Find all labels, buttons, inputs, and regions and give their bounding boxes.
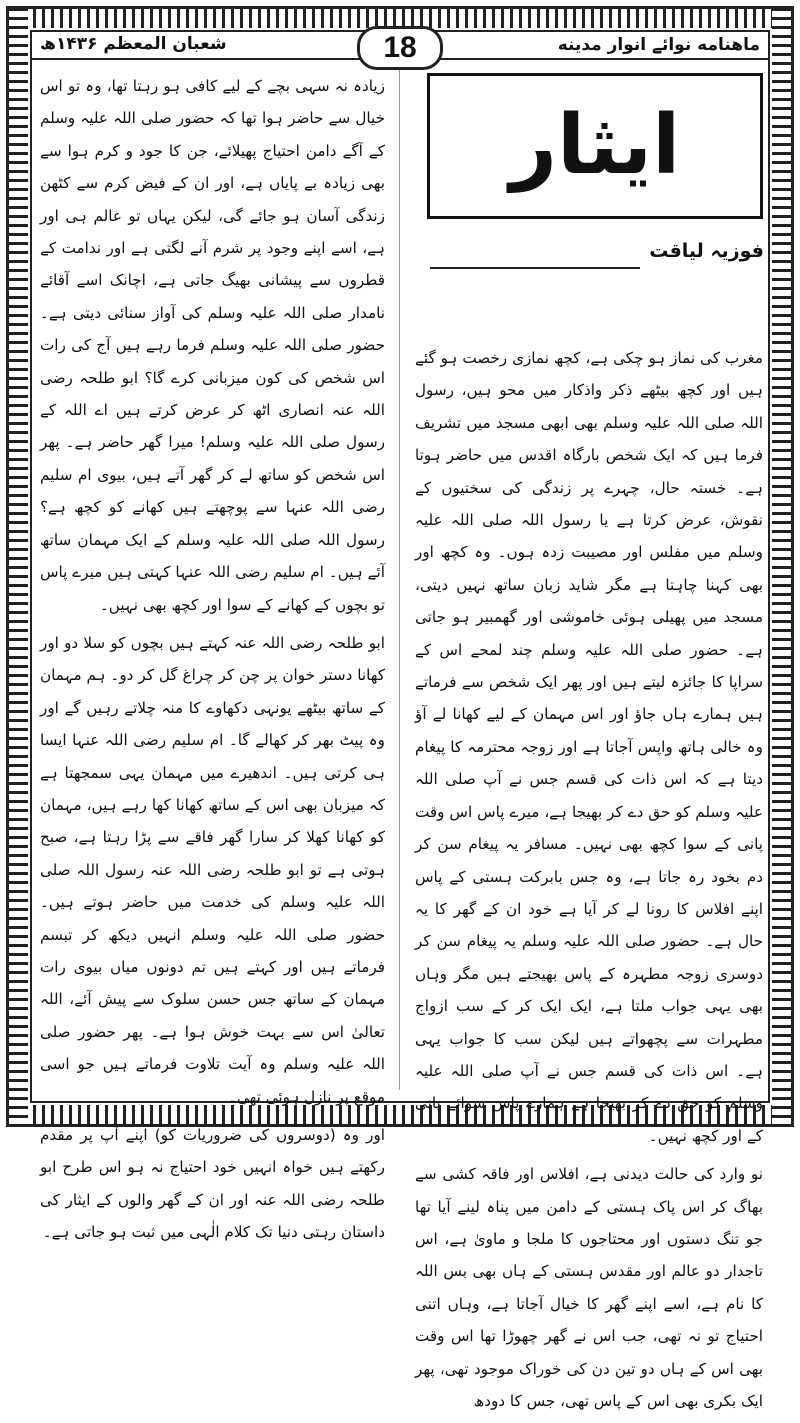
- paragraph: نو وارد کی حالت دیدنی ہے، افلاس اور فاقہ کشی سے بھاگ کر اس پاک ہستی کے دامن میں پناہ لینے آیا تھا جو تنگ دستوں اور محتاجوں کا ملجا و ماویٰ ہے، اس تاجدار دو عالم اور مقدس ہستی کے ہاں بھی بس اللہ کا نام ہے، اسے اپنے گھر کا خیال آجاتا ہے، وہاں اتنی احتیاج تو نہ تھی، جب اس نے گھر چھوڑا تھا اس وقت بھی اس کے ہاں دو تین دن کی خوراک موجود تھی، پھر ایک بکری بھی اس کے پاس تھی، جس کا دودھ: [415, 1165, 763, 1410]
- author-underline: [430, 267, 640, 269]
- article-author: فوزیہ لیاقت: [649, 240, 764, 262]
- paragraph: اور وہ (دوسروں کی ضروریات کو) اپنے آپ پر مقدم رکھتے ہیں خواہ انہیں خود احتیاج نہ ہو اس طرح ابو طلحہ رضی اللہ عنہ اور ان کے گھر والوں کے ایثار کی داستان رہتی دنیا تک کلام الٰہی میں ثبت ہو جاتی ہے۔: [40, 1126, 385, 1242]
- paragraph: زیادہ نہ سہی بچے کے لیے کافی ہو رہتا تھا، وہ تو اس خیال سے حاضر ہوا تھا کہ حضور صلی اللہ علیہ وسلم کے آگے دامن احتیاج پھیلائے، جن کا جود و کرم ہوا سے بھی زیادہ بے پایاں ہے، اور ان کے فیض کرم سے کٹھن زندگی آسان ہو جائے گی، لیکن یہاں تو عالم ہی اور ہے، اسے اپنے وجود پر شرم آنے لگتی ہے اور ندامت کے قطروں سے پیشانی بھیگ جاتی ہے، اچانک اسے آقائے نامدار صلی اللہ علیہ وسلم کی آواز سنائی دیتی ہے۔ حضور صلی اللہ علیہ وسلم فرما رہے ہیں آج کی رات اس شخص کی کون میزبانی کرے گا؟ ابو طلحہ رضی اللہ عنہ انصاری اٹھ کر عرض کرتے ہیں اے اللہ کے رسول صلی اللہ علیہ وسلم! میرا گھر حاضر ہے۔ پھر اس شخص کو ساتھ لے کر گھر آتے ہیں، بیوی ام سلیم رضی اللہ عنہا سے پوچھتے ہیں کھانے کو کچھ ہے؟ رسول اللہ صلی اللہ علیہ وسلم کے ایک مہمان ساتھ آئے ہیں۔ ام سلیم رضی اللہ عنہا کہتی ہیں میرے پاس تو بچوں کے کھانے کے سوا اور کچھ بھی نہیں۔: [40, 77, 385, 614]
- page-number: 18: [357, 26, 443, 70]
- page-header: [30, 30, 770, 64]
- right-column: [415, 342, 763, 1423]
- article-title: ایثار: [509, 98, 681, 193]
- column-divider: [399, 70, 400, 1090]
- paragraph: مغرب کی نماز ہو چکی ہے، کچھ نمازی رخصت ہو گئے ہیں اور کچھ بیٹھے ذکر واذکار میں محو ہیں، رسول اللہ صلی اللہ علیہ وسلم بھی ابھی مسجد میں تشریف فرما ہیں کہ ایک شخص بارگاہ اقدس میں حاضر ہوتا ہے۔ خستہ حال، چہرے پر زندگی کی سختیوں کے نقوش، عرض کرتا ہے یا رسول اللہ صلی اللہ علیہ وسلم میں مفلس اور مصیبت زدہ ہوں۔ وہ کچھ اور بھی کہنا چاہتا ہے مگر شاید زبان ساتھ نہیں دیتی، مسجد میں پھیلی ہوئی خاموشی اور گھمبیر ہو جاتی ہے۔ حضور صلی اللہ علیہ وسلم چند لمحے اس کے سراپا کا جائزہ لیتے ہیں اور پھر ایک شخص سے فرماتے ہیں ہمارے ہاں جاؤ اور اس مہمان کے لیے کھانا لے آؤ وہ خالی ہاتھ واپس آجاتا ہے اور زوجہ محترمہ کا پیغام دیتا ہے کہ اس ذات کی قسم جس نے آپ صلی اللہ علیہ وسلم کو حق دے کر بھیجا ہے، میرے پاس اس وقت پانی کے سوا کچھ بھی نہیں۔ مسافر یہ پیغام سن کر دم بخود رہ جاتا ہے، وہ جس بابرکت ہستی کے پاس اپنے افلاس کا رونا لے کر آیا ہے خود ان کے گھر کا یہ حال ہے۔ حضور صلی اللہ علیہ وسلم یہ پیغام سن کر دوسری زوجہ مطہرہ کے پاس بھیجتے ہیں مگر وہاں بھی یہی جواب ملتا ہے، ایک ایک کر کے سب ازواج مطہرات سے پچھواتے ہیں لیکن سب کا جواب یہی ہے۔ اس ذات کی قسم جس نے آپ صلی اللہ علیہ وسلم کو حق دے کر بھیجا ہے ہمارے پاس سوائے پانی کے اور کچھ نہیں۔: [415, 349, 763, 1145]
- paragraph: ابو طلحہ رضی اللہ عنہ کہتے ہیں بچوں کو سلا دو اور کھانا دستر خوان پر چن کر چراغ گل کر دو۔ ہم مہمان کے ساتھ بیٹھے یونہی دکھاوے کا منہ چلاتے رہیں گے اور وہ پیٹ بھر کر کھالے گا۔ ام سلیم رضی اللہ عنہا ایسا ہی کرتی ہیں۔ اندھیرے میں مہمان یہی سمجھتا ہے کہ میزبان بھی اس کے ساتھ کھانا کھا رہے ہیں، مہمان کو کھانا کھلا کر سارا گھر فاقے سے پڑا رہتا ہے، صبح ہوتی ہے تو ابو طلحہ رضی اللہ عنہ رسول اللہ صلی اللہ علیہ وسلم کی خدمت میں حاضر ہوتے ہیں۔ حضور صلی اللہ علیہ وسلم انہیں دیکھ کر تبسم فرماتے ہیں اور کہتے ہیں تم دونوں میاں بیوی رات مہمان کے ساتھ جس حسن سلوک سے پیش آئے، اللہ تعالیٰ اس سے بہت خوش ہوا ہے۔ پھر حضور صلی اللہ علیہ وسلم وہ آیت تلاوت فرماتے ہیں جو اسی موقع پر نازل ہوئی تھی۔: [40, 633, 385, 1106]
- magazine-name: ماهنامه نوائے انوار مدینه: [557, 34, 760, 55]
- issue-date: شعبان المعظم ۱۴۳۶ھ: [40, 34, 227, 54]
- left-column: [40, 70, 385, 1255]
- article-title-box: [427, 73, 763, 219]
